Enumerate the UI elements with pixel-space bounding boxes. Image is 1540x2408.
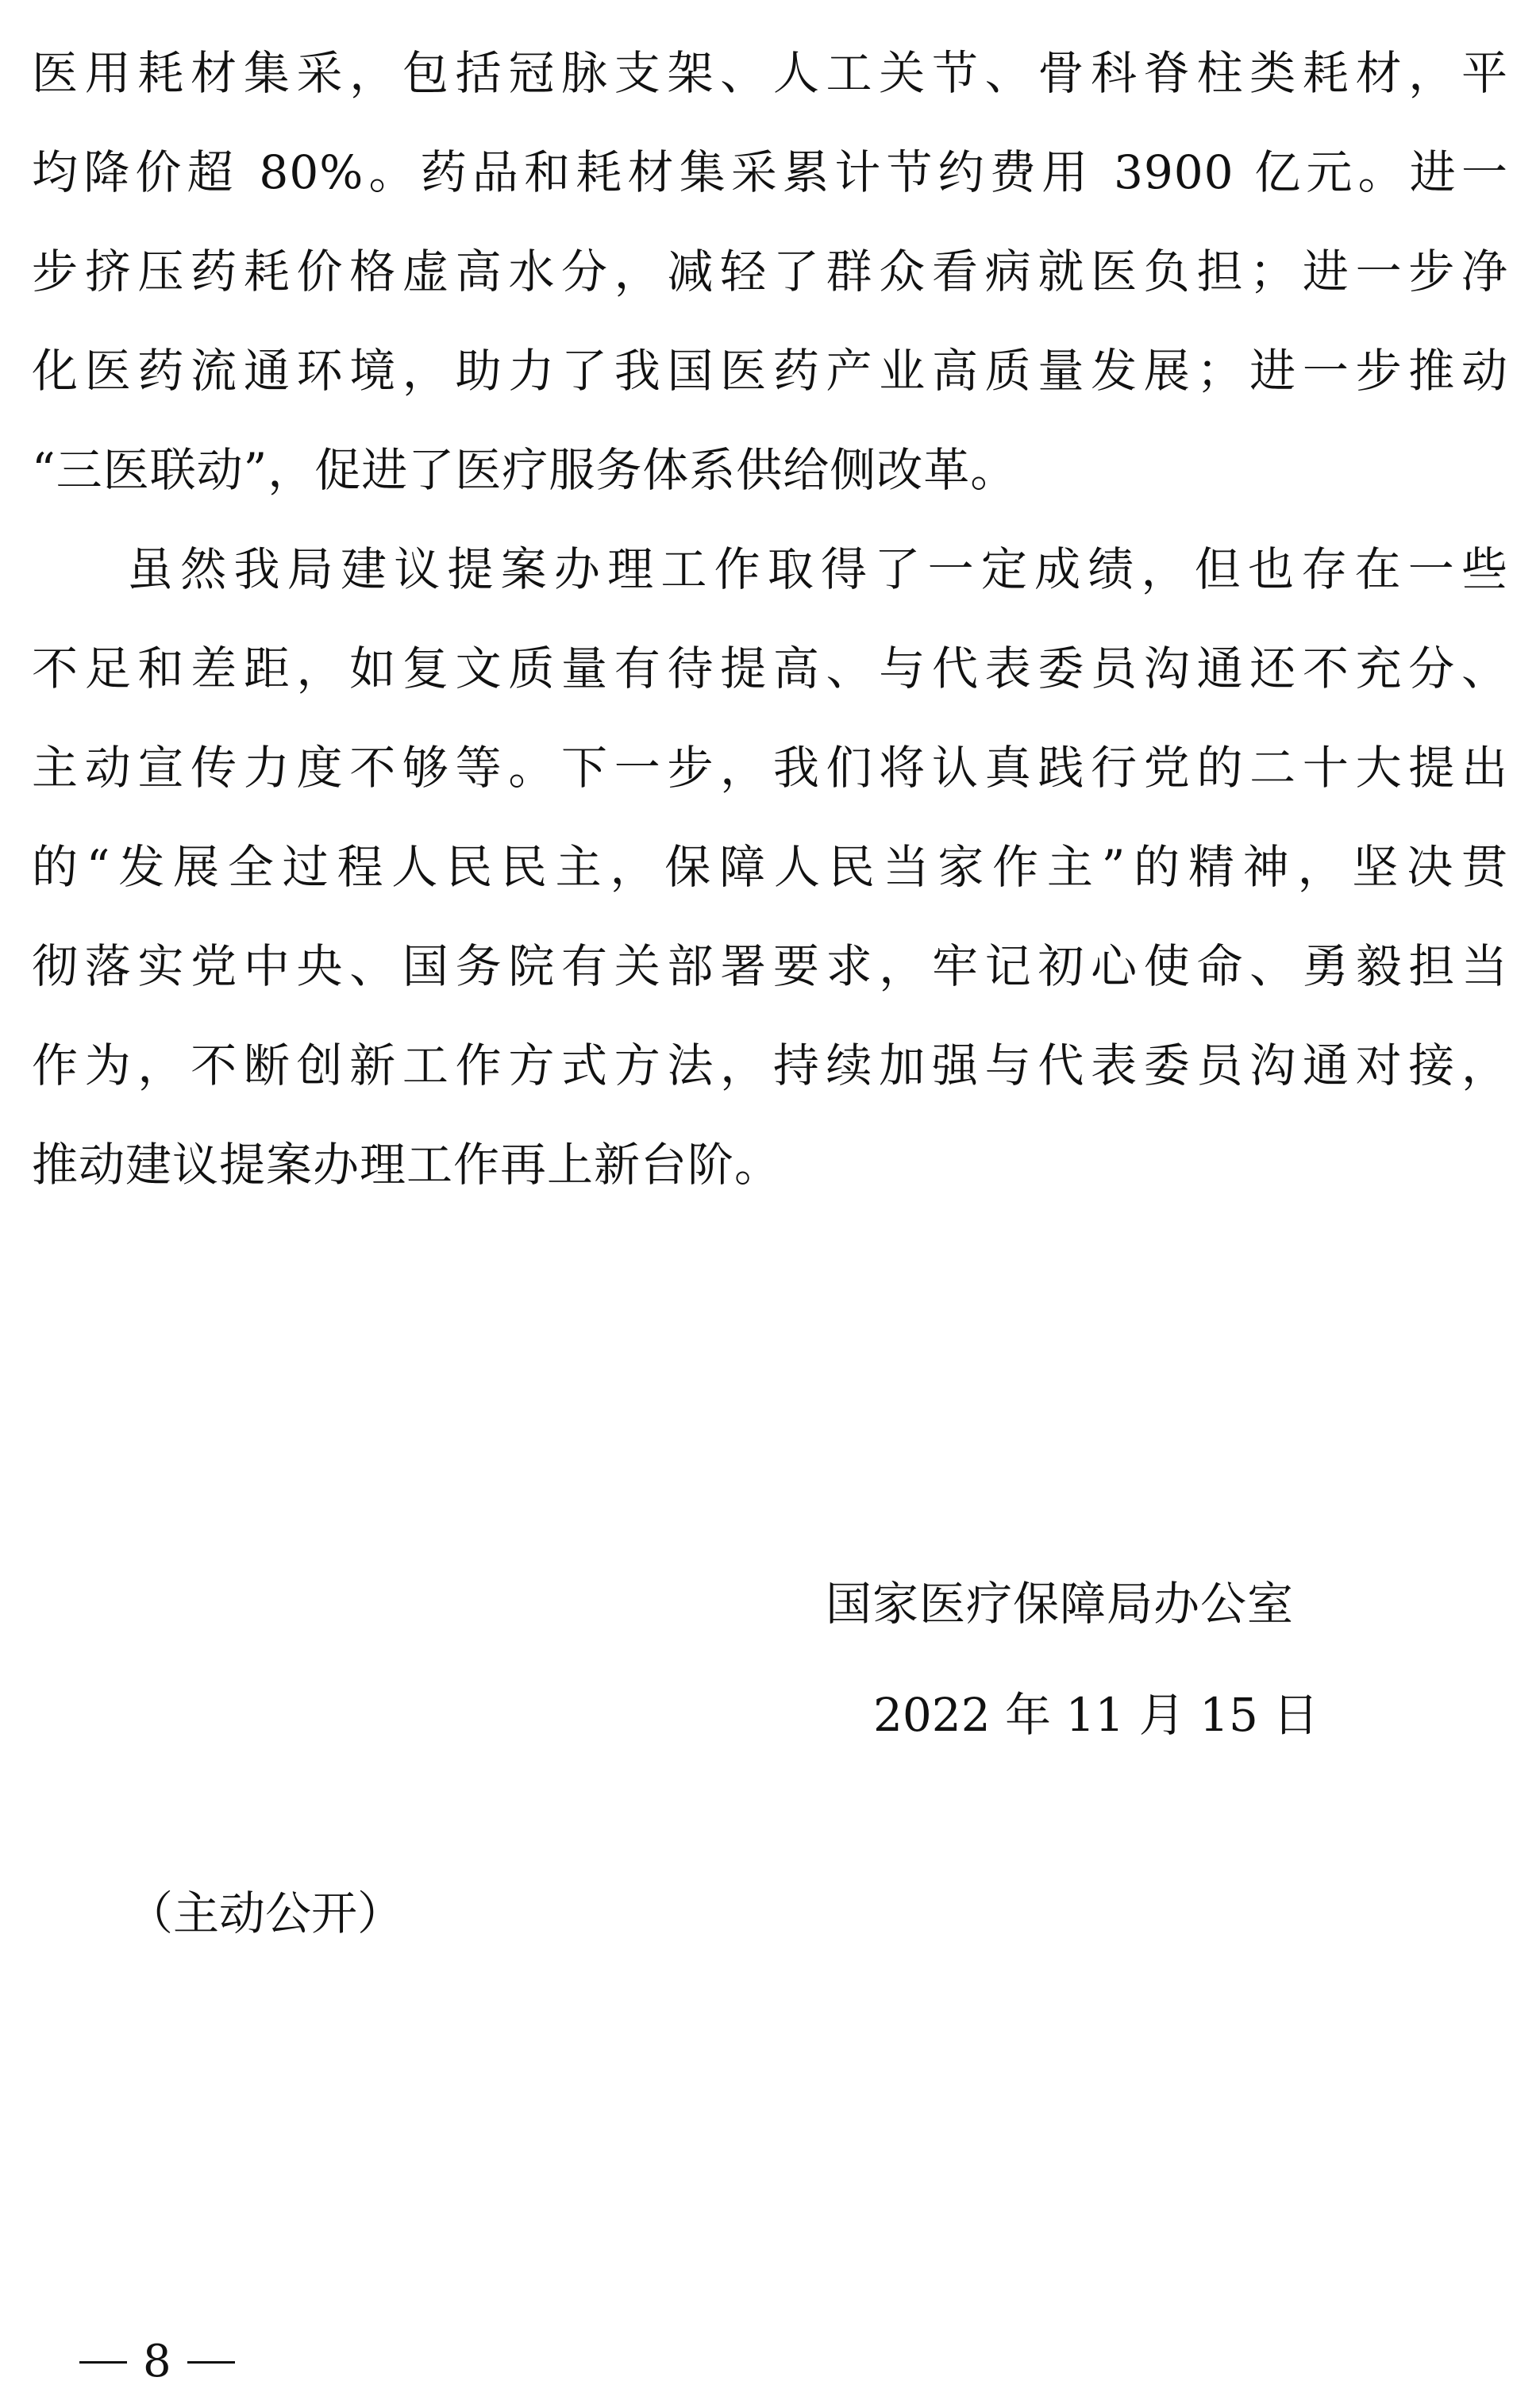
body-line: 化医药流通环境，助力了我国医药产业高质量发展；进一步推动 <box>32 344 1508 398</box>
body-line: 步挤压药耗价格虚高水分，减轻了群众看病就医负担；进一步净 <box>32 245 1508 299</box>
body-line: 的“发展全过程人民民主，保障人民当家作主”的精神，坚决贯 <box>32 840 1508 894</box>
body-line: 不足和差距，如复文质量有待提高、与代表委员沟通还不充分、 <box>32 641 1508 695</box>
body-line: 医用耗材集采，包括冠脉支架、人工关节、骨科脊柱类耗材，平 <box>32 46 1508 100</box>
right-dash <box>187 2361 235 2364</box>
body-line: 主动宣传力度不够等。下一步，我们将认真践行党的二十大提出 <box>32 741 1508 795</box>
body-line: 虽然我局建议提案办理工作取得了一定成绩，但也存在一些 <box>127 542 1508 596</box>
body-line: 作为，不断创新工作方式方法，持续加强与代表委员沟通对接， <box>32 1038 1508 1092</box>
body-line: 彻落实党中央、国务院有关部署要求，牢记初心使命、勇毅担当 <box>32 939 1508 993</box>
issuer-signature: 国家医疗保障局办公室 <box>826 1577 1295 1631</box>
issue-date: 2022 年 11 月 15 日 <box>873 1688 1319 1742</box>
page-footer <box>79 2330 235 2394</box>
left-dash <box>79 2361 127 2364</box>
disclosure-note: （主动公开） <box>127 1886 404 1940</box>
body-text <box>32 24 1508 1215</box>
page-number: 8 <box>143 2336 171 2387</box>
body-line: 均降价超 80%。药品和耗材集采累计节约费用 3900 亿元。进一 <box>32 145 1508 199</box>
body-line: 推动建议提案办理工作再上新台阶。 <box>32 1138 782 1192</box>
body-line: “三医联动”，促进了医疗服务体系供给侧改革。 <box>32 443 1018 497</box>
